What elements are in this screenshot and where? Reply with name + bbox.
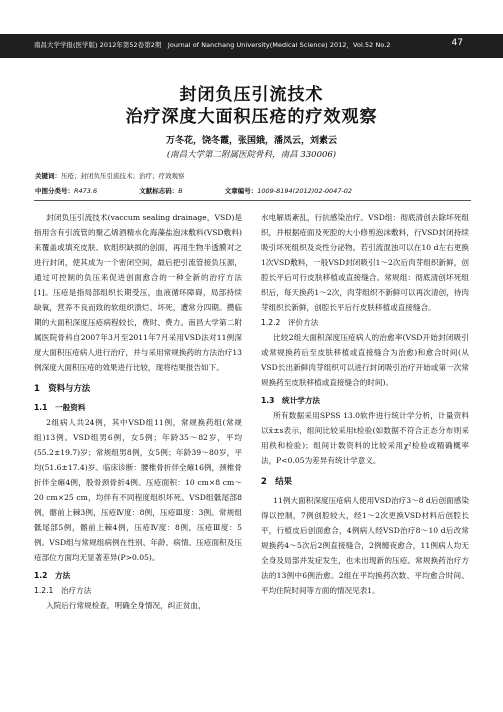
right-column <box>261 210 469 598</box>
section-2-text: 11例大面积深度压疮病人使用VSD治疗3～8 d后创面感染得以控制，7例创腔较大，经1～2次更换VSD材料后创腔长平，行植皮后创面愈合，4例病人经VSD治疗8～10 d后改常规换药4～5次后2例直接缝合，2例缠夜愈合，11例病人均无全身及局部并发症发生，也未出现新的压疮。常规换药治疗方法的13例中6例治愈。2组在平均换药次数、平均愈合时间、平均住院时间等方面的情况见表1。 <box>261 496 469 595</box>
keywords-text: 压疮；封闭负压引流技术；治疗；疗效观察 <box>61 172 185 180</box>
continued-paragraph: 水电解质紊乱，行抗感染治疗。VSD组：彻底清创去除坏死组织，并根据疮面及死腔的大小修剪泡沫敷料，行VSD封闭持续吸引坏死组织及炎性分泌物。若引流混浊可以在10 d左右更换1次VSD敷料，一般VSD封闭吸引1～2次后肉芽组织新鲜，创腔长平后可行皮肤移植或直接缝合。常规组：彻底清创坏死组织后，每天换药1～2次，肉芽组织不新鲜可以再次清创，待肉芽组织长新鲜，创腔长平后行皮肤移植或直接缝合。 <box>261 213 469 312</box>
section-1-2-2-text: 比较2组大面积深度压疮病人的治愈率(VSD开始封闭吸引或常规换药后至皮肤移植或直接缝合为治愈)和愈合时间(从VSD长出新鲜肉芽组织可以进行封闭吸引治疗开始或第一次常规换药至皮肤移植或直接缝合的时间)。 <box>261 333 469 387</box>
section-1-2-2-heading: 1.2.2 评价方法 <box>261 318 319 327</box>
clc-number: 中图分类号：R473.6 <box>35 187 98 195</box>
keywords-label: 关键词： <box>35 172 61 180</box>
running-header <box>0 34 503 58</box>
paper-title-line1: 封闭负压引流技术 <box>179 85 324 105</box>
intro-paragraph: 封闭负压引流技术(vaccum sealing drainage，VSD)是指用含有引流管的聚乙烯酒精水化海藻盐泡沫敷料(VSD敷料)来覆盖或填充皮肤、软组织缺损的创面，再用生物半透膜对之进行封闭，使其成为一个密闭空间，最后把引流管接负压源，通过可控制的负压来促进创面愈合的一种全新的治疗方法[1]。压疮是指局部组织长期受压，血液循环障碍，局部持续缺氧，营养不良而致的软组织溃烂、坏死，遭常分四期。攒临期的大面积深度压疮病程较长，费时、费力。南昌大学第二附属医院骨科自2007年3月至2011年7月采用VSD法对11例深度大面积压疮病人进行治疗，并与采用常规换药的方法治疗13例深度大面积压疮的效果进行比较，现将结果报告如下。 <box>34 213 242 372</box>
page-number: 47 <box>451 38 463 48</box>
section-1-3-heading: 1.3 统计学方法 <box>261 396 321 405</box>
running-title: 南昌大学学报(医学版) 2012年第52卷第2期 Journal of Nanchang University(Medical Science) 2012，Vol.52 No.2 <box>34 41 391 49</box>
classification-line <box>35 186 475 195</box>
section-1-3-text: 所有数据采用SPSS 13.0软件进行统计学分析，计量资料以x̄±s表示，组间比较采用t检验(如数据不符合正态分布则采用秩和检验)；组间计数资料的比较采用χ²检验或精确概率法，P<0.05为差异有统计学意义。 <box>261 411 469 465</box>
section-1-1-text: 2组病人共24例，其中VSD组11例，常规换药组(常规组)13例。VSD组男6例，女5例；年龄35～82岁，平均(55.2±19.7)岁；常规组男8例，女5例；年龄39～80岁，平均(51.6±17.4)岁。临床诊断：腰椎骨折伴全瘫16例，颈椎骨折伴全瘫4例，股骨颈骨折4例。压疮面积：10 cm×8 cm～20 cm×25 cm，均伴有不同程度组织坏死。VSD组骶尾部8例，髂前上棘3例，压疮Ⅳ度：8例，压疮Ⅲ度：3例。常规组骶尾部5例，髂前上棘4例，压疮Ⅳ度：8例，压疮Ⅲ度：5例。VSD组与常规组病例在性别、年龄、病情、压疮面积及压疮部位方面均无显著差异(P>0.05)。 <box>34 418 242 562</box>
section-1-2-heading: 1.2 方法 <box>34 571 71 580</box>
section-1-2-1-text: 入院后行常规检查，明确全身情况，纠正贫血， <box>46 601 206 610</box>
section-1-heading: 1 资料与方法 <box>34 383 91 393</box>
left-column <box>34 210 242 613</box>
author-list: 万冬花，饶冬霞，张国娥，潘凤云，刘素云 <box>165 136 337 146</box>
article-id: 文章编号：1009-8194(2012)02-0047-02 <box>224 187 353 195</box>
affiliation: (南昌大学第二附属医院骨科，南昌 330006) <box>166 150 337 160</box>
document-code: 文献标志码：B <box>139 187 183 195</box>
paper-title-line2: 治疗深度大面积压疮的疗效观察 <box>125 107 378 127</box>
keywords <box>35 171 475 180</box>
divider <box>34 200 471 201</box>
section-1-2-1-heading: 1.2.1 治疗方法 <box>34 586 92 595</box>
section-2-heading: 2 结果 <box>261 476 292 486</box>
section-1-1-heading: 1.1 一般资料 <box>34 403 86 412</box>
